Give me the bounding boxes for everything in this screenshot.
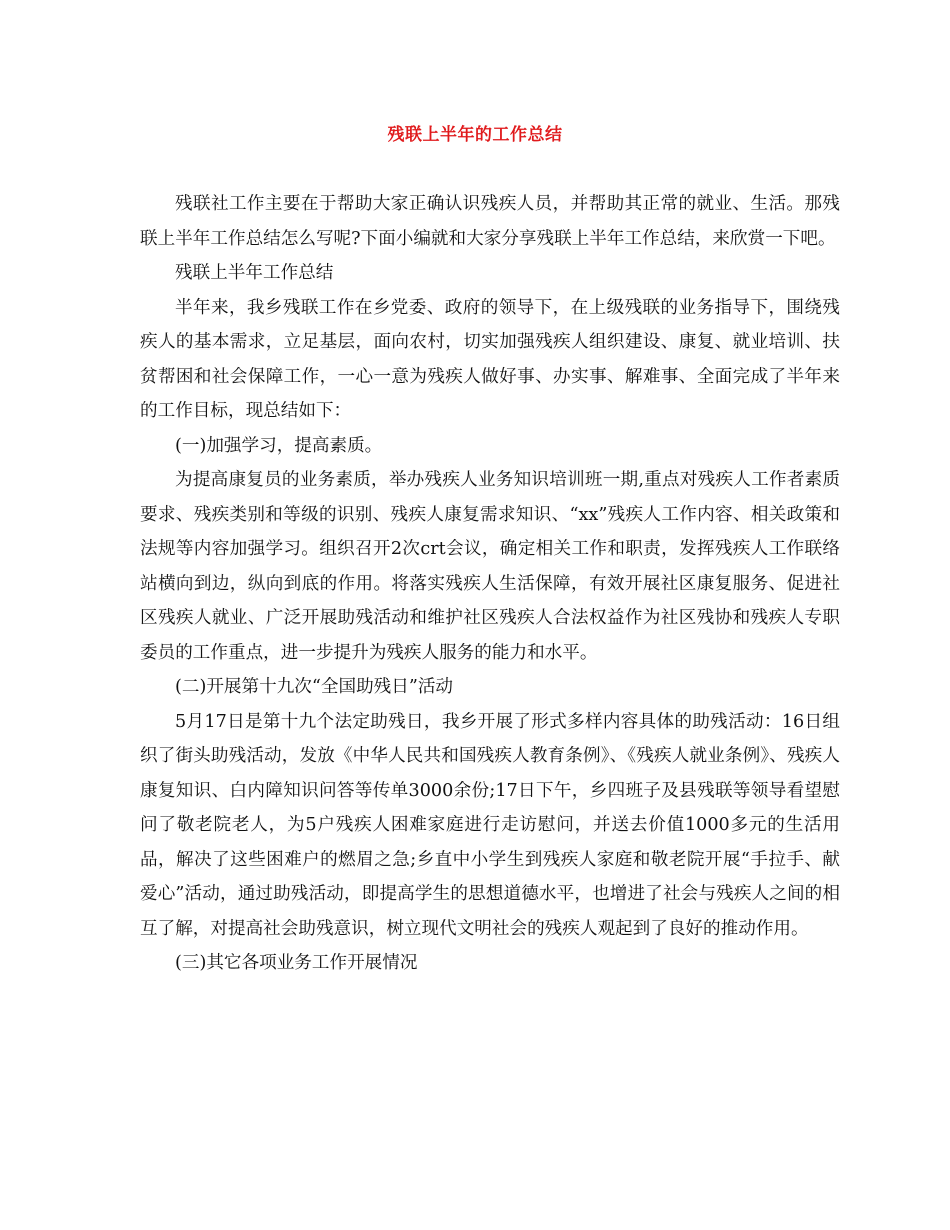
paragraph-section-2: 5月17日是第十九个法定助残日，我乡开展了形式多样内容具体的助残活动：16日组织了街头助残活动，发放《中华人民共和国残疾人教育条例》、《残疾人就业条例》、残疾人康复知识、白内障知识问答等传单3000余份;17日下午，乡四班子及县残联等领导看望慰问了敬老院老人，为5户残疾人困难家庭进行走访慰问，并送去价值1000多元的生活用品，解决了这些困难户的燃眉之急;乡直中小学生到残疾人家庭和敬老院开展“手拉手、献爱心”活动，通过助残活动，即提高学生的思想道德水平，也增进了社会与残疾人之间的相互了解，对提高社会助残意识，树立现代文明社会的残疾人观起到了良好的推动作用。	[140, 711, 840, 939]
section-heading-3: (三)其它各项业务工作开展情况	[175, 953, 418, 973]
section-heading-2: (二)开展第十九次“全国助残日”活动	[175, 677, 454, 697]
paragraph-subtitle: 残联上半年工作总结	[175, 263, 334, 283]
section-heading-1: (一)加强学习，提高素质。	[175, 435, 383, 456]
paragraph-overview: 半年来，我乡残联工作在乡党委、政府的领导下，在上级残联的业务指导下，围绕残疾人的基本需求，立足基层，面向农村，切实加强残疾人组织建设、康复、就业培训、扶贫帮困和社会保障工作，一心一意为残疾人做好事、办实事、解难事、全面完成了半年来的工作目标，现总结如下：	[140, 297, 840, 421]
paragraph-section-1: 为提高康复员的业务素质，举办残疾人业务知识培训班一期,重点对残疾人工作者素质要求、残疾类别和等级的识别、残疾人康复需求知识、“xx”残疾人工作内容、相关政策和法规等内容加强学习。组织召开2次crt会议，确定相关工作和职责，发挥残疾人工作联络站横向到边，纵向到底的作用。将落实残疾人生活保障，有效开展社区康复服务、促进社区残疾人就业、广泛开展助残活动和维护社区残疾人合法权益作为社区残协和残疾人专职委员的工作重点，进一步提升为残疾人服务的能力和水平。	[140, 470, 840, 663]
document-title: 残联上半年的工作总结	[387, 125, 563, 145]
paragraph-intro: 残联社工作主要在于帮助大家正确认识残疾人员，并帮助其正常的就业、生活。那残联上半年工作总结怎么写呢?下面小编就和大家分享残联上半年工作总结，来欣赏一下吧。	[140, 194, 840, 249]
document-body	[140, 187, 840, 981]
